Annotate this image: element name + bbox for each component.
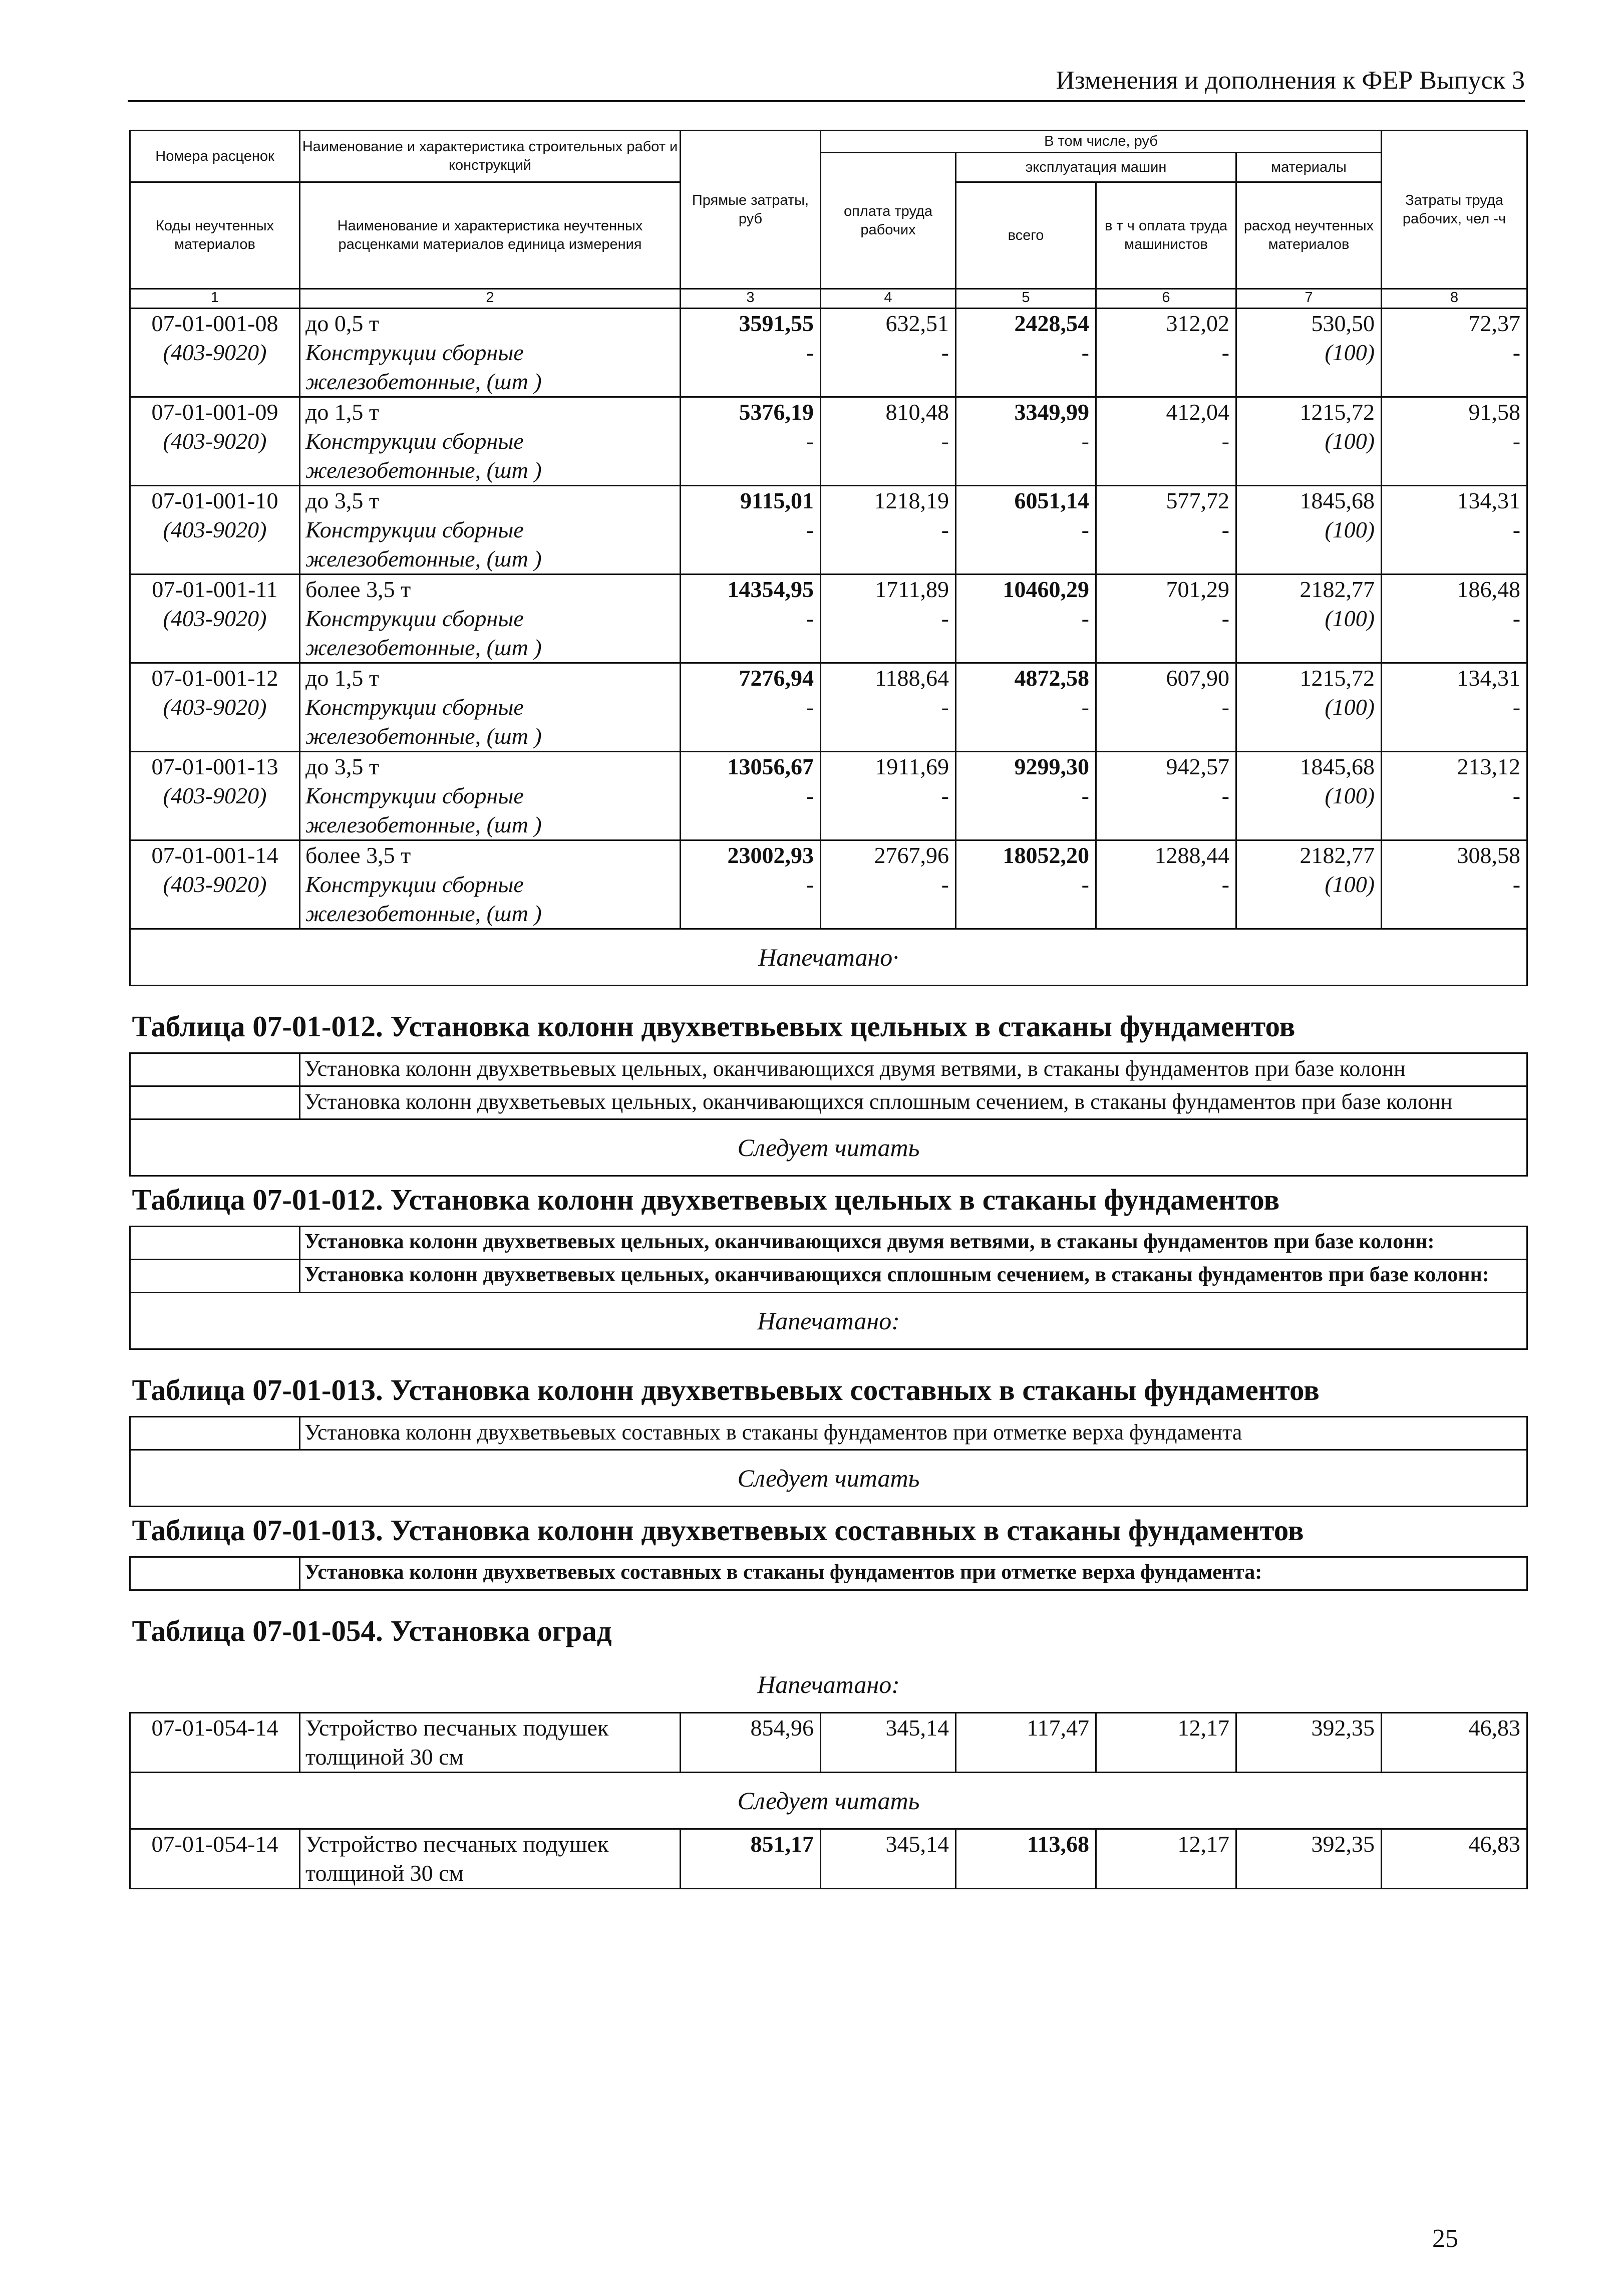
description-row bbox=[130, 1417, 1527, 1450]
head-labor-hours: Затраты труда рабочих, чел -ч bbox=[1382, 131, 1527, 289]
dash: - bbox=[806, 517, 814, 542]
running-header-title: Изменения и дополнения к ФЕР Выпуск 3 bbox=[1056, 66, 1525, 95]
dash: - bbox=[1221, 517, 1229, 542]
materials-cost: 530,50 bbox=[1311, 311, 1375, 336]
head-work-name: Наименование и характеристика строительных работ и конструкций bbox=[300, 131, 681, 182]
head-direct-costs: Прямые затраты, руб bbox=[681, 131, 821, 289]
head-materials-group: материалы bbox=[1236, 153, 1382, 182]
description-spacer bbox=[130, 1417, 300, 1450]
section-description: Установка колонн двухветвьевых цельных, оканчивающихся двумя ветвями, в стаканы фундаментов при базе колонн bbox=[300, 1053, 1527, 1086]
direct-costs: 851,17 bbox=[750, 1831, 814, 1857]
section-title: Таблица 07-01-054. Установка оград bbox=[130, 1590, 1527, 1657]
printed-note: Напечатано· bbox=[130, 929, 1527, 986]
rate-code: 07-01-001-14 bbox=[151, 842, 278, 868]
operators-pay: 607,90 bbox=[1166, 665, 1229, 691]
direct-costs: 23002,93 bbox=[727, 842, 814, 868]
dash: - bbox=[806, 872, 814, 897]
machines-total: 18052,20 bbox=[1003, 842, 1089, 868]
dash: - bbox=[806, 694, 814, 720]
machines-total: 117,47 bbox=[1027, 1715, 1089, 1741]
table-row bbox=[130, 840, 1527, 929]
labor-hours: 134,31 bbox=[1457, 488, 1521, 513]
materials-cost: 1845,68 bbox=[1300, 488, 1375, 513]
dash: - bbox=[1512, 517, 1521, 542]
dash: - bbox=[1512, 606, 1521, 631]
page-number: 25 bbox=[1432, 2224, 1458, 2253]
material-code: (403-9020) bbox=[163, 872, 267, 897]
material-name-cont: железобетонные, (шт ) bbox=[305, 457, 542, 483]
dash: - bbox=[806, 783, 814, 808]
document-body bbox=[129, 130, 1526, 1889]
material-qty: (100) bbox=[1325, 872, 1375, 897]
section-title-row bbox=[130, 1176, 1527, 1227]
read-note-row bbox=[130, 1773, 1527, 1829]
operators-pay: 12,17 bbox=[1177, 1715, 1229, 1741]
dash: - bbox=[1512, 340, 1521, 365]
column-number: 7 bbox=[1236, 289, 1382, 309]
rate-code: 07-01-054-14 bbox=[151, 1715, 278, 1741]
direct-costs: 13056,67 bbox=[727, 754, 814, 779]
materials-cost: 392,35 bbox=[1311, 1715, 1375, 1741]
material-code: (403-9020) bbox=[163, 517, 267, 542]
material-name: Конструкции сборные bbox=[305, 694, 524, 720]
material-name: Конструкции сборные bbox=[305, 606, 524, 631]
printed-note-row bbox=[130, 1293, 1527, 1349]
labor-hours: 46,83 bbox=[1468, 1831, 1521, 1857]
direct-costs: 3591,55 bbox=[739, 311, 814, 336]
description-spacer bbox=[130, 1260, 300, 1293]
material-name: Конструкции сборные bbox=[305, 517, 524, 542]
material-qty: (100) bbox=[1325, 428, 1375, 454]
column-number: 2 bbox=[300, 289, 681, 309]
description-row bbox=[130, 1086, 1527, 1119]
work-name: Устройство песчаных подушек bbox=[305, 1715, 609, 1741]
dash: - bbox=[1081, 340, 1089, 365]
column-number: 3 bbox=[681, 289, 821, 309]
section-title: Таблица 07-01-013. Установка колонн двухветвьевых составных в стаканы фундаментов bbox=[130, 1349, 1527, 1417]
labor-hours: 213,12 bbox=[1457, 754, 1521, 779]
material-qty: (100) bbox=[1325, 694, 1375, 720]
read-note: Следует читать bbox=[130, 1119, 1527, 1176]
rate-code: 07-01-001-09 bbox=[151, 399, 278, 425]
dash: - bbox=[1512, 694, 1521, 720]
dash: - bbox=[1221, 428, 1229, 454]
material-code: (403-9020) bbox=[163, 428, 267, 454]
dash: - bbox=[1081, 872, 1089, 897]
operators-pay: 942,57 bbox=[1166, 754, 1229, 779]
read-note: Следует читать bbox=[130, 1450, 1527, 1507]
work-name: до 3,5 т bbox=[305, 488, 380, 513]
labor-pay: 810,48 bbox=[885, 399, 949, 425]
work-name: до 0,5 т bbox=[305, 311, 380, 336]
material-name-cont: железобетонные, (шт ) bbox=[305, 723, 542, 749]
section-title-row bbox=[130, 1590, 1527, 1657]
work-name: до 1,5 т bbox=[305, 665, 380, 691]
table-row bbox=[130, 486, 1527, 575]
direct-costs: 7276,94 bbox=[739, 665, 814, 691]
labor-hours: 72,37 bbox=[1468, 311, 1521, 336]
dash: - bbox=[806, 606, 814, 631]
material-code: (403-9020) bbox=[163, 606, 267, 631]
materials-cost: 1845,68 bbox=[1300, 754, 1375, 779]
dash: - bbox=[1512, 872, 1521, 897]
section-description: Установка колонн двухветвевых цельных, оканчивающихся сплошным сечением, в стаканы фундаментов при базе колонн: bbox=[300, 1260, 1527, 1293]
machines-total: 2428,54 bbox=[1014, 311, 1089, 336]
material-qty: (100) bbox=[1325, 340, 1375, 365]
dash: - bbox=[1221, 783, 1229, 808]
section-title-row bbox=[130, 1507, 1527, 1557]
dash: - bbox=[1081, 694, 1089, 720]
labor-hours: 91,58 bbox=[1468, 399, 1521, 425]
table-row bbox=[130, 575, 1527, 663]
column-number: 8 bbox=[1382, 289, 1527, 309]
dash: - bbox=[1221, 872, 1229, 897]
material-name: Конструкции сборные bbox=[305, 783, 524, 808]
description-spacer bbox=[130, 1086, 300, 1119]
table-row bbox=[130, 1713, 1527, 1773]
material-qty: (100) bbox=[1325, 783, 1375, 808]
dash: - bbox=[941, 517, 949, 542]
column-number: 4 bbox=[821, 289, 956, 309]
material-name-cont: железобетонные, (шт ) bbox=[305, 369, 542, 394]
dash: - bbox=[1512, 783, 1521, 808]
labor-hours: 46,83 bbox=[1468, 1715, 1521, 1741]
labor-pay: 1188,64 bbox=[875, 665, 949, 691]
head-rate-number: Номера расценок bbox=[130, 131, 300, 182]
column-number: 6 bbox=[1096, 289, 1236, 309]
column-number: 1 bbox=[130, 289, 300, 309]
head-including-group: В том числе, руб bbox=[821, 131, 1382, 153]
direct-costs: 14354,95 bbox=[727, 577, 814, 602]
direct-costs: 9115,01 bbox=[740, 488, 814, 513]
section-title-row bbox=[130, 986, 1527, 1053]
material-code: (403-9020) bbox=[163, 340, 267, 365]
column-numbers-row bbox=[130, 289, 1527, 309]
section-description: Установка колонн двухветвевых составных в стаканы фундаментов при отметке верха фундамента: bbox=[300, 1557, 1527, 1590]
operators-pay: 577,72 bbox=[1166, 488, 1229, 513]
dash: - bbox=[1081, 517, 1089, 542]
head-labor-pay: оплата труда рабочих bbox=[821, 153, 956, 289]
direct-costs: 854,96 bbox=[750, 1715, 814, 1741]
read-note-row bbox=[130, 1119, 1527, 1176]
section-description: Установка колонн двухветвевых цельных, оканчивающихся двумя ветвями, в стаканы фундаментов при базе колонн: bbox=[300, 1227, 1527, 1260]
description-row bbox=[130, 1260, 1527, 1293]
head-machines-total: всего bbox=[956, 182, 1096, 289]
work-name-cont: толщиной 30 см bbox=[305, 1744, 464, 1770]
labor-hours: 186,48 bbox=[1457, 577, 1521, 602]
material-qty: (100) bbox=[1325, 517, 1375, 542]
material-name-cont: железобетонные, (шт ) bbox=[305, 635, 542, 660]
operators-pay: 12,17 bbox=[1177, 1831, 1229, 1857]
material-name-cont: железобетонные, (шт ) bbox=[305, 546, 542, 571]
table-row bbox=[130, 1829, 1527, 1889]
head-operators-pay: в т ч оплата труда машинистов bbox=[1096, 182, 1236, 289]
dash: - bbox=[1081, 606, 1089, 631]
operators-pay: 701,29 bbox=[1166, 577, 1229, 602]
materials-cost: 2182,77 bbox=[1300, 577, 1375, 602]
materials-cost: 2182,77 bbox=[1300, 842, 1375, 868]
table-head-row-1 bbox=[130, 131, 1527, 153]
material-name-cont: железобетонные, (шт ) bbox=[305, 901, 542, 926]
material-name: Конструкции сборные bbox=[305, 428, 524, 454]
materials-cost: 1215,72 bbox=[1300, 399, 1375, 425]
section-description: Установка колонн двухветьевых цельных, оканчивающихся сплошным сечением, в стаканы фундаментов при базе колонн bbox=[300, 1086, 1527, 1119]
materials-cost: 1215,72 bbox=[1300, 665, 1375, 691]
description-spacer bbox=[130, 1227, 300, 1260]
material-qty: (100) bbox=[1325, 606, 1375, 631]
section-title: Таблица 07-01-013. Установка колонн двухветвевых составных в стаканы фундаментов bbox=[130, 1507, 1527, 1557]
dash: - bbox=[941, 783, 949, 808]
dash: - bbox=[1081, 428, 1089, 454]
labor-pay: 1911,69 bbox=[875, 754, 949, 779]
dash: - bbox=[1221, 340, 1229, 365]
description-row bbox=[130, 1053, 1527, 1086]
description-spacer bbox=[130, 1557, 300, 1590]
head-material-consumption: расход неучтенных материалов bbox=[1236, 182, 1382, 289]
dash: - bbox=[1081, 783, 1089, 808]
material-code: (403-9020) bbox=[163, 783, 267, 808]
dash: - bbox=[941, 340, 949, 365]
material-name-cont: железобетонные, (шт ) bbox=[305, 812, 542, 837]
labor-hours: 308,58 bbox=[1457, 842, 1521, 868]
labor-pay: 345,14 bbox=[885, 1831, 949, 1857]
printed-note-row bbox=[130, 929, 1527, 986]
dash: - bbox=[941, 872, 949, 897]
dash: - bbox=[941, 694, 949, 720]
machines-total: 3349,99 bbox=[1014, 399, 1089, 425]
rate-code: 07-01-001-08 bbox=[151, 311, 278, 336]
machines-total: 113,68 bbox=[1027, 1831, 1089, 1857]
dash: - bbox=[1221, 694, 1229, 720]
rate-code: 07-01-001-12 bbox=[151, 665, 278, 691]
read-note: Следует читать bbox=[130, 1773, 1527, 1829]
machines-total: 4872,58 bbox=[1014, 665, 1089, 691]
machines-total: 10460,29 bbox=[1003, 577, 1089, 602]
table-row bbox=[130, 397, 1527, 486]
dash: - bbox=[1512, 428, 1521, 454]
description-spacer bbox=[130, 1053, 300, 1086]
section-title: Таблица 07-01-012. Установка колонн двухветвевых цельных в стаканы фундаментов bbox=[130, 1176, 1527, 1227]
head-material-names: Наименование и характеристика неучтенных расценками материалов единица измерения bbox=[300, 182, 681, 289]
rate-code: 07-01-054-14 bbox=[151, 1831, 278, 1857]
printed-note: Напечатано: bbox=[130, 1657, 1527, 1713]
work-name-cont: толщиной 30 см bbox=[305, 1860, 464, 1886]
running-header bbox=[128, 64, 1525, 102]
read-note-row bbox=[130, 1450, 1527, 1507]
rates-table bbox=[129, 130, 1528, 1889]
rate-code: 07-01-001-13 bbox=[151, 754, 278, 779]
work-name: до 3,5 т bbox=[305, 754, 380, 779]
dash: - bbox=[806, 340, 814, 365]
dash: - bbox=[941, 606, 949, 631]
operators-pay: 1288,44 bbox=[1154, 842, 1229, 868]
section-title-row bbox=[130, 1349, 1527, 1417]
table-row bbox=[130, 663, 1527, 752]
labor-pay: 2767,96 bbox=[874, 842, 949, 868]
direct-costs: 5376,19 bbox=[739, 399, 814, 425]
labor-pay: 632,51 bbox=[885, 311, 949, 336]
description-row bbox=[130, 1227, 1527, 1260]
work-name: более 3,5 т bbox=[305, 842, 411, 868]
materials-cost: 392,35 bbox=[1311, 1831, 1375, 1857]
work-name: Устройство песчаных подушек bbox=[305, 1831, 609, 1857]
head-material-codes: Коды неучтенных материалов bbox=[130, 182, 300, 289]
head-machines-group: эксплуатация машин bbox=[956, 153, 1236, 182]
labor-pay: 345,14 bbox=[885, 1715, 949, 1741]
labor-hours: 134,31 bbox=[1457, 665, 1521, 691]
table-row bbox=[130, 752, 1527, 840]
labor-pay: 1218,19 bbox=[874, 488, 949, 513]
work-name: до 1,5 т bbox=[305, 399, 380, 425]
rate-code: 07-01-001-10 bbox=[151, 488, 278, 513]
description-row bbox=[130, 1557, 1527, 1590]
labor-pay: 1711,89 bbox=[875, 577, 949, 602]
operators-pay: 312,02 bbox=[1166, 311, 1229, 336]
material-name: Конструкции сборные bbox=[305, 872, 524, 897]
dash: - bbox=[806, 428, 814, 454]
table-row bbox=[130, 309, 1527, 397]
dash: - bbox=[1221, 606, 1229, 631]
column-number: 5 bbox=[956, 289, 1096, 309]
operators-pay: 412,04 bbox=[1166, 399, 1229, 425]
work-name: более 3,5 т bbox=[305, 577, 411, 602]
material-code: (403-9020) bbox=[163, 694, 267, 720]
machines-total: 9299,30 bbox=[1014, 754, 1089, 779]
machines-total: 6051,14 bbox=[1014, 488, 1089, 513]
section-description: Установка колонн двухветвьевых составных в стаканы фундаментов при отметке верха фундамента bbox=[300, 1417, 1527, 1450]
dash: - bbox=[941, 428, 949, 454]
section-title: Таблица 07-01-012. Установка колонн двухветвьевых цельных в стаканы фундаментов bbox=[130, 986, 1527, 1053]
rate-code: 07-01-001-11 bbox=[152, 577, 278, 602]
material-name: Конструкции сборные bbox=[305, 340, 524, 365]
printed-note-row bbox=[130, 1657, 1527, 1713]
printed-note: Напечатано: bbox=[130, 1293, 1527, 1349]
